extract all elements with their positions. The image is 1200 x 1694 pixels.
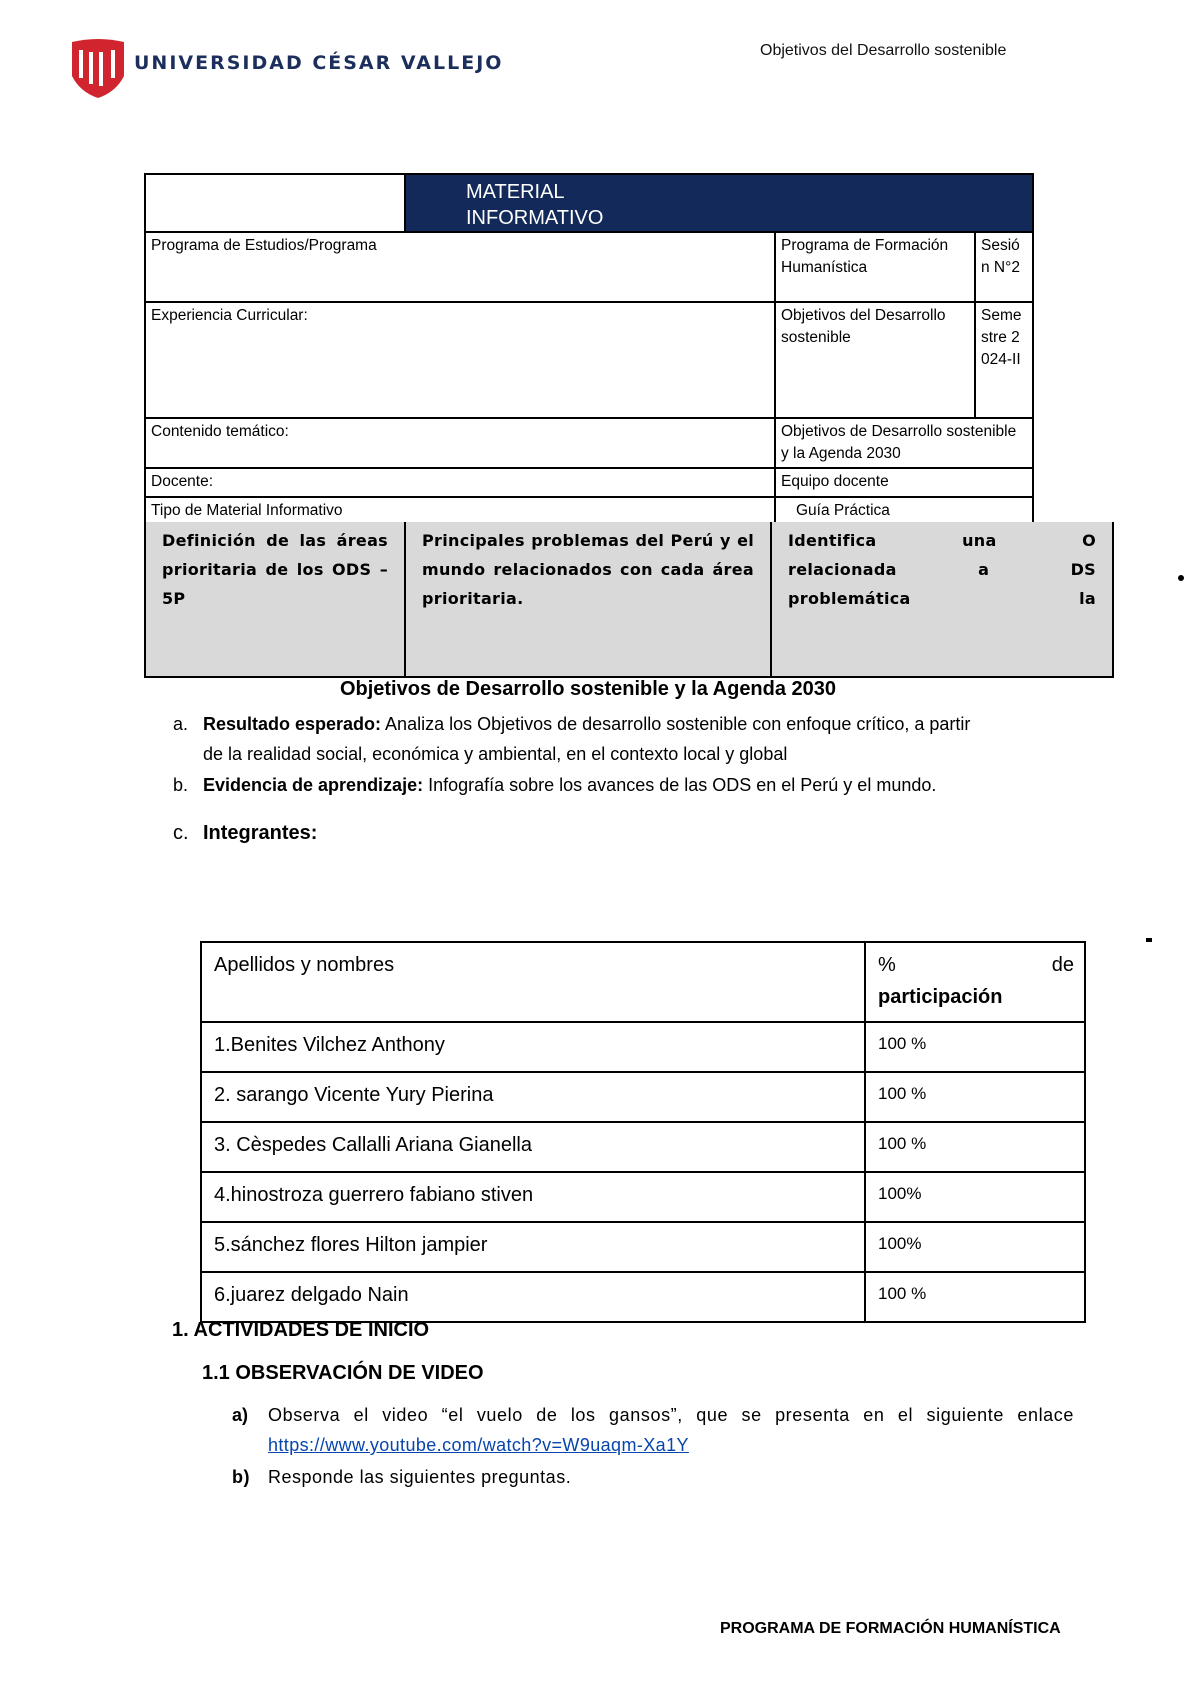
list-marker: a) [232,1405,249,1425]
list-item-evidence [173,770,936,800]
info-extra: Sesión N°2 [975,232,1033,302]
item-label: Resultado esperado: [203,714,382,734]
col3-word: O [1082,531,1096,550]
member-name: 4.hinostroza guerrero fabiano stiven [201,1172,865,1222]
areas-col-identify [771,522,1113,677]
col3-word: DS [1070,560,1096,579]
blank-cell [145,174,405,232]
member-pct: 100 % [865,1272,1085,1322]
member-name: 6.juarez delgado Nain [201,1272,865,1322]
bullet-dot [1146,938,1152,942]
table-row [201,1172,1085,1222]
members-table [200,941,1086,1323]
info-table [144,173,1034,526]
member-name: 3. Cèspedes Callalli Ariana Gianella [201,1122,865,1172]
member-name: 5.sánchez flores Hilton jampier [201,1222,865,1272]
info-label: Experiencia Curricular: [145,302,775,418]
header-title: Objetivos del Desarrollo sostenible [760,42,1007,59]
list-marker: c. [173,822,189,844]
item-label: Evidencia de aprendizaje: [203,775,424,795]
info-label: Programa de Estudios/Programa [145,232,775,302]
document-title: Objetivos de Desarrollo sostenible y la Agenda 2030 [339,678,837,700]
member-pct: 100% [865,1172,1085,1222]
info-label: Tipo de Material Informativo [145,497,775,526]
shield-icon [72,38,124,98]
pct-symbol: % [878,954,896,976]
bullet-dot [1178,575,1184,581]
member-pct: 100 % [865,1072,1085,1122]
item-text: Infografía sobre los avances de las ODS en el Perú y el mundo. [423,775,937,795]
item-text: Analiza los Objetivos de desarrollo sostenible con enfoque crítico, a partir [381,714,971,734]
logo-text: UNIVERSIDAD CÉSAR VALLEJO [134,52,504,74]
list-marker: b. [173,775,189,795]
activity-item-questions [232,1462,571,1492]
info-value: Equipo docente [775,468,1033,497]
footer-text: PROGRAMA DE FORMACIÓN HUMANÍSTICA [720,1620,1061,1637]
member-pct: 100 % [865,1022,1085,1072]
table-row [201,1072,1085,1122]
info-value: Guía Práctica [775,497,1033,526]
info-label: Contenido temático: [145,418,775,468]
item-text-continued: de la realidad social, económica y ambiental, en el contexto local y global [203,744,788,764]
section-heading: 1. ACTIVIDADES DE INICIO [172,1319,430,1341]
col3-word: una [962,531,997,550]
col3-word: problemática [788,589,911,608]
col3-word: relacionada [788,560,897,579]
info-value: Objetivos del Desarrollo sostenible [775,302,975,418]
activity-text: Observa el video “el vuelo de los gansos”, que se presenta en el siguiente enlace [268,1405,1074,1425]
info-label: Docente: [145,468,775,497]
areas-col-definition: Definición de las áreas prioritaria de los ODS – 5P [145,522,405,677]
member-pct: 100% [865,1222,1085,1272]
item-label: Integrantes: [203,822,318,844]
member-name: 1.Benites Vilchez Anthony [201,1022,865,1072]
video-link[interactable]: https://www.youtube.com/watch?v=W9uaqm-Xa1Y [268,1435,689,1455]
pct-de: de [1051,954,1074,976]
list-item-members [173,818,317,848]
info-value: Programa de Formación Humanística [775,232,975,302]
table-row [201,1122,1085,1172]
material-banner [405,174,1033,232]
areas-table [144,522,1114,678]
col3-word: a [978,560,990,579]
areas-col-problems: Principales problemas del Perú y el mundo relacionados con cada área prioritaria. [405,522,771,677]
list-marker: b) [232,1467,250,1487]
table-row [201,1222,1085,1272]
member-name: 2. sarango Vicente Yury Pierina [201,1072,865,1122]
info-value: Objetivos de Desarrollo sostenible y la Agenda 2030 [775,418,1033,468]
table-row [201,1022,1085,1072]
banner-text: MATERIAL INFORMATIVO [466,181,604,229]
info-extra: Semestre 2024-II [975,302,1033,418]
member-pct: 100 % [865,1122,1085,1172]
pct-label: participación [878,986,1003,1008]
university-logo [72,38,504,98]
members-header-name: Apellidos y nombres [201,942,865,1022]
subsection-heading: 1.1 OBSERVACIÓN DE VIDEO [202,1362,484,1384]
list-marker: a. [173,714,189,734]
col3-word: Identifica [788,531,877,550]
activity-item-video [232,1400,1080,1460]
activity-text: Responde las siguientes preguntas. [268,1467,572,1487]
col3-word: la [1079,589,1096,608]
table-row [201,1272,1085,1322]
members-header-pct [865,942,1085,1022]
list-item-expected-result [173,709,1093,769]
